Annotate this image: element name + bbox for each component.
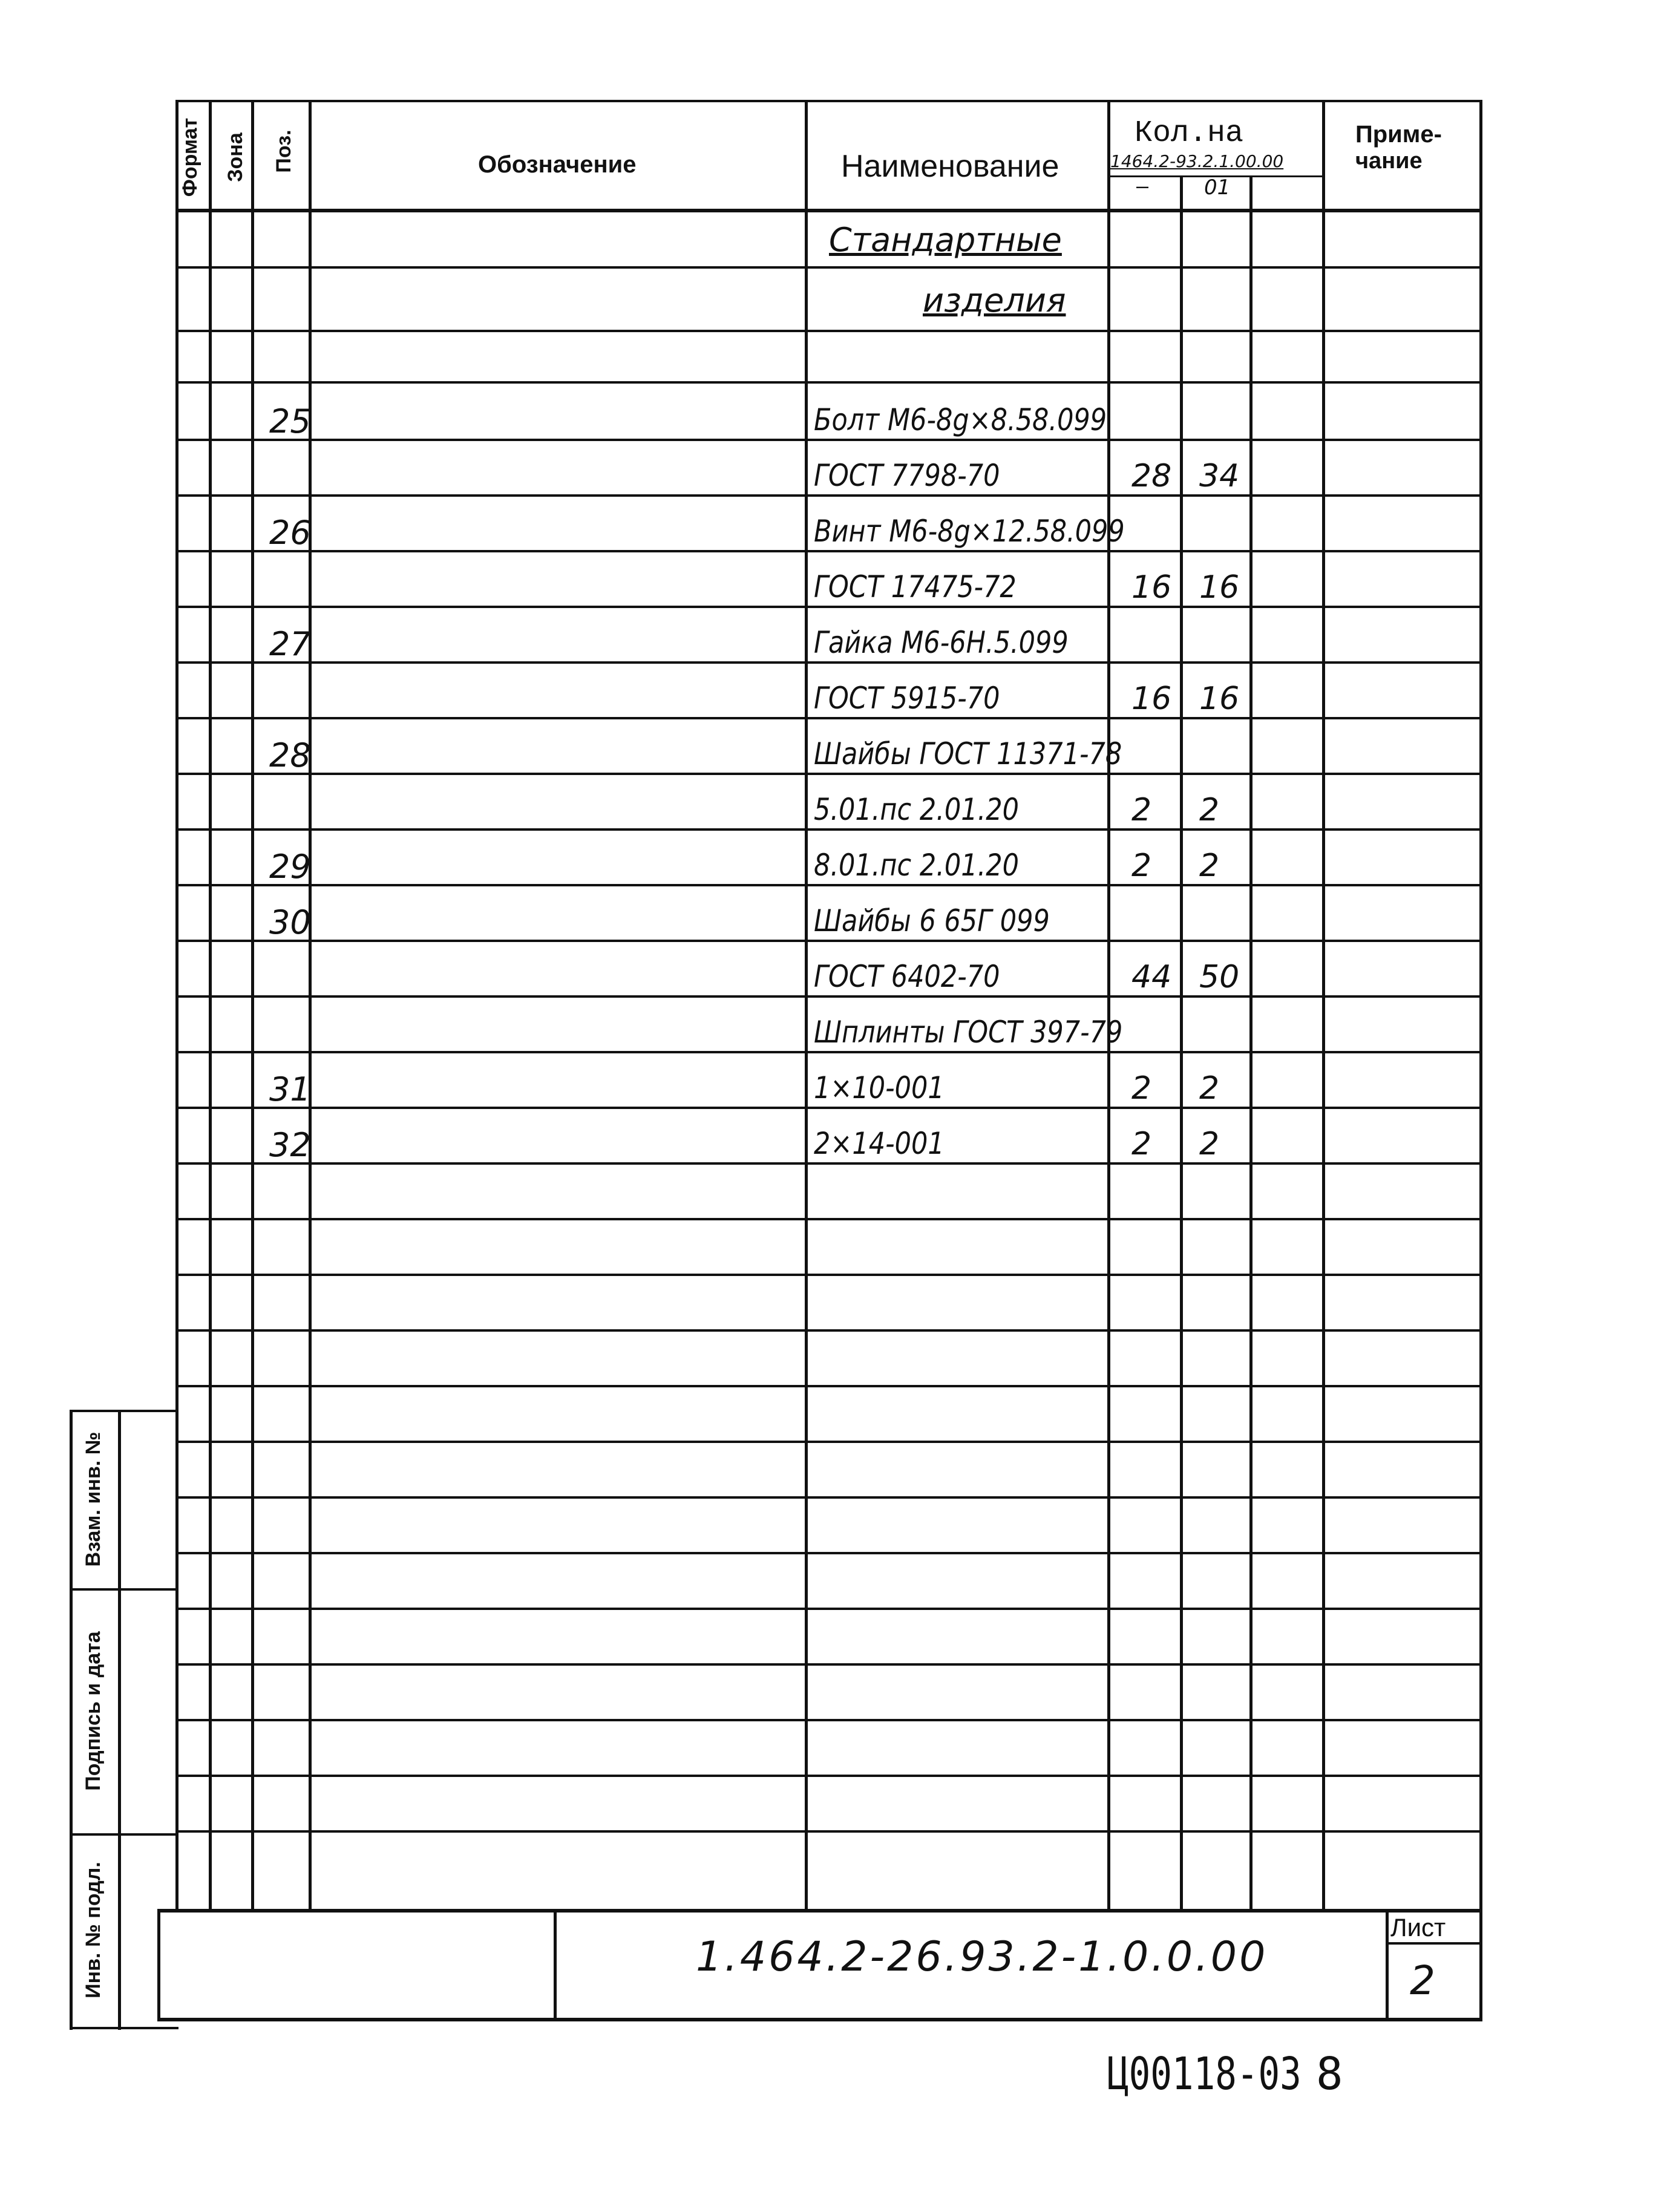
row-line xyxy=(175,266,1479,269)
row-qty-2: 34 xyxy=(1199,458,1240,494)
stamp-outer-line xyxy=(70,1410,73,2030)
stamp-vzam: Взам. инв. № xyxy=(82,1432,105,1567)
row-line xyxy=(175,381,1479,384)
row-line xyxy=(175,828,1479,831)
header-designation: Обозначение xyxy=(478,151,637,178)
title-block-left-line xyxy=(157,1909,160,2021)
stamp-inner-line xyxy=(118,1410,121,2030)
row-qty-2: 50 xyxy=(1199,959,1240,995)
row-qty-2: 2 xyxy=(1199,1126,1220,1162)
row-line xyxy=(175,1552,1479,1554)
row-line xyxy=(175,494,1479,497)
row-line xyxy=(175,1274,1479,1276)
row-name: ГОСТ 7798-70 xyxy=(814,458,1000,493)
row-line xyxy=(175,330,1479,332)
title-block-top-line xyxy=(157,1909,1482,1913)
row-line xyxy=(175,1608,1479,1610)
row-name: Шайбы 6 65Г 099 xyxy=(814,903,1050,938)
title-block-divider-1 xyxy=(554,1909,557,2018)
row-line xyxy=(175,884,1479,886)
row-line xyxy=(175,1496,1479,1499)
row-line xyxy=(175,550,1479,552)
row-pos: 27 xyxy=(269,625,311,663)
row-line xyxy=(175,661,1479,664)
row-pos: 29 xyxy=(269,848,311,886)
header-qty-col-1: – xyxy=(1136,173,1149,198)
frame-right-line xyxy=(1479,100,1482,2021)
row-name: Шайбы ГОСТ 11371-78 xyxy=(814,736,1122,771)
header-note-2: чание xyxy=(1355,148,1423,174)
title-block-bottom-line xyxy=(157,2018,1482,2021)
row-line xyxy=(175,1663,1479,1666)
col-line-format xyxy=(209,100,212,1909)
row-qty-1: 44 xyxy=(1131,959,1172,995)
header-qty-title: Кол.на xyxy=(1135,116,1244,151)
row-line xyxy=(175,940,1479,942)
header-bottom-line xyxy=(175,209,1482,212)
row-name: ГОСТ 6402-70 xyxy=(814,959,1000,994)
header-format: Формат xyxy=(178,117,201,197)
col-line-designation xyxy=(805,100,808,1909)
row-name: 5.01.пс 2.01.20 xyxy=(814,792,1019,827)
row-qty-1: 2 xyxy=(1131,792,1152,828)
header-note-1: Приме- xyxy=(1355,121,1442,148)
row-line xyxy=(175,1107,1479,1109)
row-line xyxy=(175,1218,1479,1220)
row-pos: 25 xyxy=(269,402,311,440)
row-pos: 31 xyxy=(269,1070,311,1108)
stamp-podpis: Подпись и дата xyxy=(82,1631,105,1791)
title-block-divider-2 xyxy=(1386,1909,1389,2018)
col-line-qty-end xyxy=(1322,100,1325,1909)
section-title-line-1: Стандартные xyxy=(829,221,1062,259)
row-qty-2: 2 xyxy=(1199,792,1220,828)
row-line xyxy=(175,1441,1479,1443)
row-qty-2: 2 xyxy=(1199,1070,1220,1107)
footer-code: Ц00118-03 xyxy=(1107,2048,1302,2100)
row-line xyxy=(175,1830,1479,1833)
row-qty-1: 16 xyxy=(1131,569,1172,606)
row-line xyxy=(175,1162,1479,1165)
row-name: Гайка М6-6Н.5.099 xyxy=(814,625,1069,660)
stamp-bottom-line xyxy=(70,2027,178,2029)
row-name: 8.01.пс 2.01.20 xyxy=(814,848,1019,883)
header-zone: Зона xyxy=(224,133,247,182)
col-line-qty-2 xyxy=(1249,175,1252,1909)
col-line-name xyxy=(1107,100,1110,1909)
stamp-inv: Инв. № подл. xyxy=(82,1862,105,1998)
row-line xyxy=(175,1719,1479,1721)
row-name: Винт М6-8g×12.58.099 xyxy=(814,514,1125,549)
row-name: Болт М6-8g×8.58.099 xyxy=(814,402,1107,437)
row-pos: 32 xyxy=(269,1126,311,1164)
section-title-line-2: изделия xyxy=(923,281,1066,319)
row-qty-2: 2 xyxy=(1199,848,1220,884)
row-line xyxy=(175,773,1479,775)
row-pos: 26 xyxy=(269,514,311,552)
sheet-number: 2 xyxy=(1410,1957,1435,2004)
row-qty-1: 28 xyxy=(1131,458,1172,494)
row-line xyxy=(175,439,1479,441)
col-line-pos xyxy=(309,100,312,1909)
frame-left-line xyxy=(175,100,178,1909)
row-line xyxy=(175,717,1479,719)
row-pos: 30 xyxy=(269,903,311,941)
header-qty-col-2: 01 xyxy=(1204,175,1231,200)
row-qty-1: 16 xyxy=(1131,681,1172,717)
header-qty-doc: 1464.2-93.2.1.00.00 xyxy=(1110,151,1284,171)
document-number: 1.464.2-26.93.2-1.0.0.00 xyxy=(696,1933,1268,1981)
row-line xyxy=(175,606,1479,608)
row-name: Шплинты ГОСТ 397-79 xyxy=(814,1015,1123,1050)
sheet-label: Лист xyxy=(1390,1913,1446,1942)
sheet-label-line xyxy=(1386,1942,1479,1945)
col-line-qty-1 xyxy=(1180,175,1183,1909)
row-name: 1×10-001 xyxy=(814,1070,945,1105)
row-line xyxy=(175,995,1479,998)
row-qty-2: 16 xyxy=(1199,681,1240,717)
col-line-zone xyxy=(251,100,254,1909)
row-line xyxy=(175,1329,1479,1332)
row-name: 2×14-001 xyxy=(814,1126,945,1161)
footer-page: 8 xyxy=(1316,2048,1343,2100)
row-qty-1: 2 xyxy=(1131,848,1152,884)
header-name: Наименование xyxy=(841,149,1059,184)
header-pos: Поз. xyxy=(272,129,295,173)
row-line xyxy=(175,1775,1479,1777)
row-name: ГОСТ 17475-72 xyxy=(814,569,1017,604)
row-name: ГОСТ 5915-70 xyxy=(814,681,1000,716)
row-qty-1: 2 xyxy=(1131,1126,1152,1162)
frame-top-line xyxy=(175,100,1482,102)
row-qty-2: 16 xyxy=(1199,569,1240,606)
row-pos: 28 xyxy=(269,736,311,774)
row-qty-1: 2 xyxy=(1131,1070,1152,1107)
row-line xyxy=(175,1051,1479,1053)
row-line xyxy=(175,1385,1479,1387)
